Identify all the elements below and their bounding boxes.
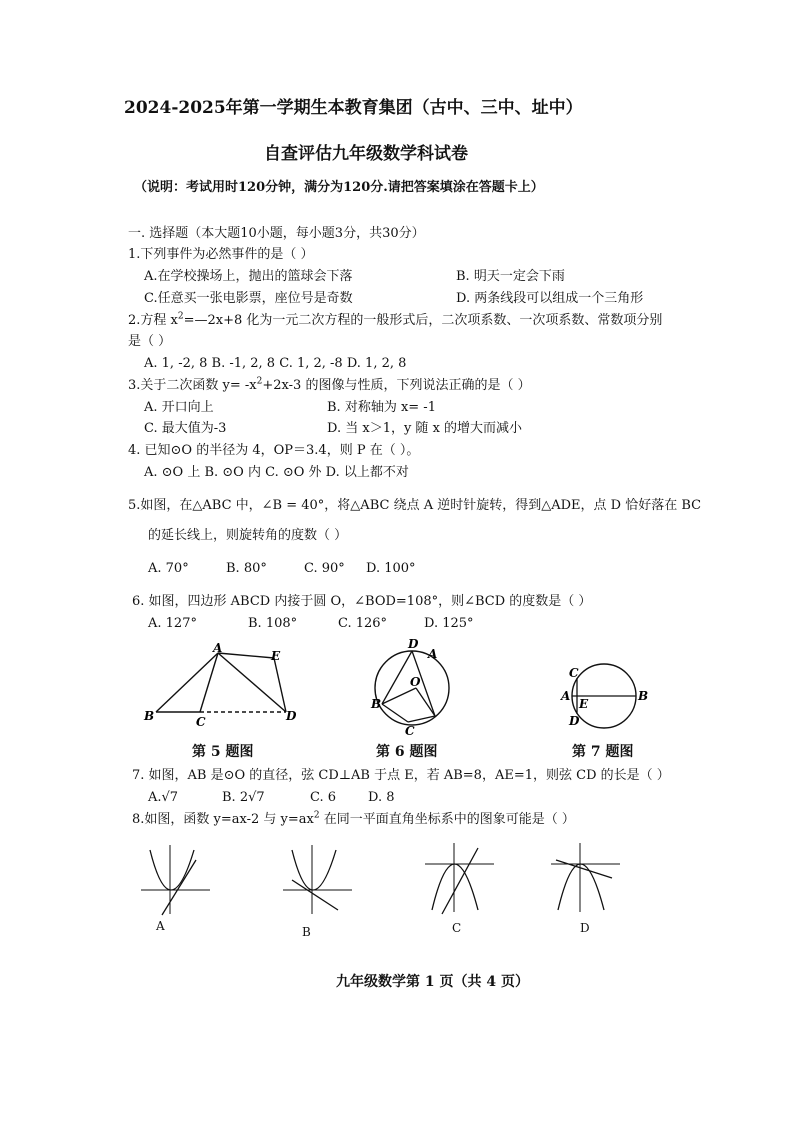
q2-options: A. 1, -2, 8 B. -1, 2, 8 C. 1, 2, -8 D. 1, 2, 8 [144,356,407,371]
fig7-label-a: A [561,689,571,703]
q6-option-c: C. 126° [338,616,388,631]
q5-stem: 5.如图，在△ABC 中，∠B = 40°，将△ABC 绕点 A 逆时针旋转，得到△ADE，点 D 恰好落在 BC [128,498,702,513]
q2-stem: 2.方程 $x^2=—2x+8$ 化为一元二次方程的一般形式后，二次项系数、一次项系数、常数项分别 [128,311,663,328]
exam-title-line1: 2024-2025年第一学期生本教育集团（古中、三中、址中） [124,98,583,118]
q1-option-b: B. 明天一定会下雨 [456,269,565,284]
q3-option-c: C. 最大值为-3 [144,421,227,436]
fig7-label-b: B [638,689,649,703]
section-heading: 一. 选择题（本大题10小题，每小题3分，共30分） [128,226,425,241]
figure-6-diagram [360,636,464,740]
q8-graph-b-label: B [302,925,311,939]
fig5-label-e: E [271,649,281,663]
page-footer: 九年级数学第 1 页（共 4 页） [336,974,529,990]
q8-graph-a-label: A [156,919,165,933]
fig6-label-a: A [428,647,438,661]
q6-stem: 6. 如图，四边形 ABCD 内接于圆 O，∠BOD=108°，则∠BCD 的度数是（ ） [132,594,592,609]
q4-options: A. ⊙O 上 B. ⊙O 内 C. ⊙O 外 D. 以上都不对 [144,465,409,480]
fig7-label-c: C [569,666,579,680]
q3-stem: 3.关于二次函数 $y= -x^2+2x-3$ 的图像与性质，下列说法正确的是（ ） [128,376,531,393]
q6-option-d: D. 125° [424,616,474,631]
fig6-label-b: B [371,697,382,711]
q6-option-a: A. 127° [148,616,197,631]
q3-option-d: D. 当 x＞1，y 随 x 的增大而减小 [327,421,523,436]
q1-option-a: A.在学校操场上，抛出的篮球会下落 [144,269,353,284]
q7-option-b: B. 2√7 [222,790,265,805]
fig6-label-c: C [405,724,415,738]
q5-option-b: B. 80° [226,561,267,576]
q7-option-c: C. 6 [310,790,337,805]
fig7-label-e: E [579,697,589,711]
q8-graph-d [546,838,626,918]
q8-graph-d-label: D [580,921,590,935]
fig6-label-o: O [410,675,421,689]
fig5-label-a: A [213,641,223,655]
q6-option-b: B. 108° [248,616,298,631]
fig5-label-b: B [144,709,155,723]
q5-option-a: A. 70° [148,561,189,576]
q2-stem-continued: 是（ ） [128,334,172,349]
q8-graph-c [420,838,500,918]
q5-stem-continued: 的延长线上，则旋转角的度数（ ） [148,528,348,543]
q8-graph-c-label: C [452,921,462,935]
q8-stem: 8.如图，函数 y=ax-2 与 $y=ax^2$ 在同一平面直角坐标系中的图象可能是（ ） [132,810,575,827]
fig5-label-d: D [286,709,297,723]
fig5-label-c: C [196,715,206,729]
q7-stem: 7. 如图，AB 是⊙O 的直径，弦 CD⊥AB 于点 E，若 AB=8，AE=1，则弦 CD 的长是（ ） [132,768,670,783]
q3-option-a: A. 开口向上 [144,400,214,415]
figure-5-caption: 第 5 题图 [192,744,254,760]
q4-stem: 4. 已知⊙O 的半径为 4，OP＝3.4，则 P 在（ ）。 [128,443,420,458]
q8-graph-b [278,840,358,920]
q7-option-d: D. 8 [368,790,395,805]
q8-graph-a [136,840,216,920]
q1-option-c: C.任意买一张电影票，座位号是奇数 [144,291,353,306]
figure-7-caption: 第 7 题图 [572,744,634,760]
figure-6-caption: 第 6 题图 [376,744,438,760]
q5-option-d: D. 100° [366,561,416,576]
figure-7-diagram [556,660,652,736]
fig7-label-d: D [569,714,580,728]
q7-option-a: A.√7 [148,790,179,805]
fig6-label-d: D [408,637,419,651]
q1-option-d: D. 两条线段可以组成一个三角形 [456,291,644,306]
q3-option-b: B. 对称轴为 x= -1 [327,400,436,415]
q1-stem: 1.下列事件为必然事件的是（ ） [128,247,314,262]
figure-5-diagram [140,640,310,730]
exam-instructions: （说明：考试用时120分钟，满分为120分.请把答案填涂在答题卡上） [134,180,544,195]
exam-title-line2: 自查评估九年级数学科试卷 [264,144,468,164]
q5-option-c: C. 90° [304,561,345,576]
